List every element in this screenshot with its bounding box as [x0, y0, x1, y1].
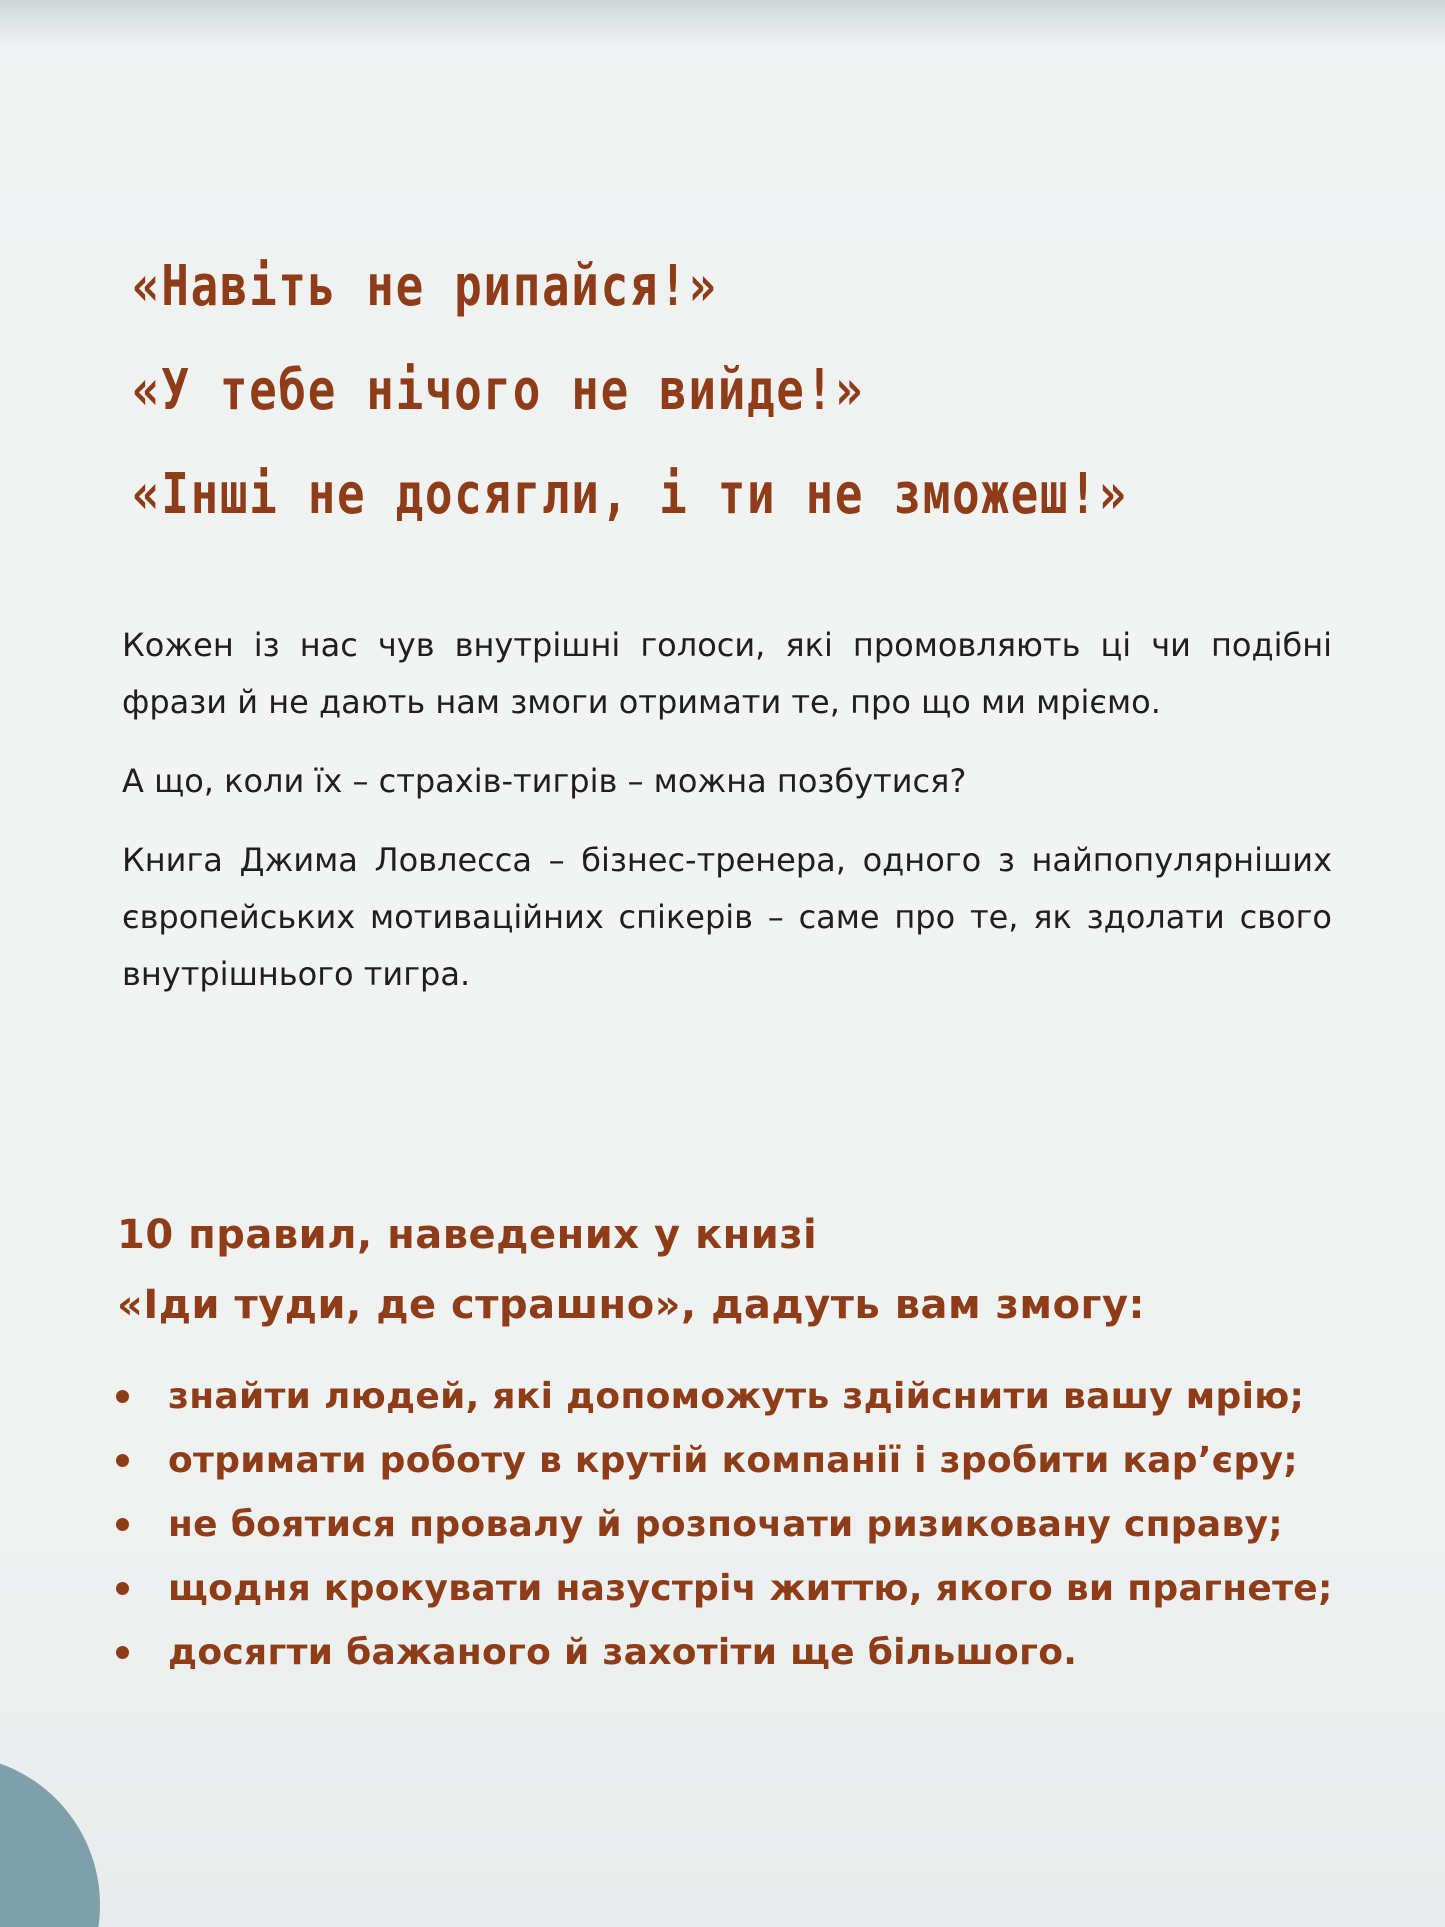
quote-line: «Навіть не рипайся!»	[132, 254, 718, 319]
bullet-icon	[116, 1454, 129, 1467]
paragraph: Книга Джима Ловлесса – бізнес-тренера, одного з найпопулярніших європейських мотиваційних спікерів – саме про те, як здолати свого внутрішнього тигра.	[122, 841, 1332, 993]
list-item	[110, 1493, 1370, 1557]
rules-heading-line: 10 правил, наведених у книзі	[117, 1212, 818, 1258]
list-item-text: щодня крокувати назустріч життю, якого ви прагнете;	[168, 1568, 1333, 1609]
quote-line: «У тебе нічого не вийде!»	[132, 358, 865, 423]
benefits-list	[110, 1365, 1370, 1685]
top-shadow	[0, 0, 1445, 46]
bullet-icon	[116, 1582, 129, 1595]
paragraph: А що, коли їх – страхів-тигрів – можна позбутися?	[122, 762, 967, 800]
bullet-icon	[116, 1390, 129, 1403]
list-item-text: досягти бажаного й захотіти ще більшого.	[168, 1632, 1078, 1673]
list-item-text: знайти людей, які допоможуть здійснити вашу мрію;	[168, 1376, 1305, 1417]
list-item	[110, 1557, 1370, 1621]
list-item	[110, 1365, 1370, 1429]
quote-line: «Інші не досягли, і ти не зможеш!»	[132, 462, 1128, 527]
quotes-block	[132, 235, 1332, 547]
rules-heading	[117, 1200, 1347, 1340]
description-text	[122, 617, 1332, 1025]
rules-heading-line: «Іди туди, де страшно», дадуть вам змогу:	[117, 1282, 1146, 1328]
bullet-icon	[116, 1646, 129, 1659]
bullet-icon	[116, 1518, 129, 1531]
list-item	[110, 1429, 1370, 1493]
paragraph: Кожен із нас чув внутрішні голоси, які промовляють ці чи подібні фрази й не дають нам змоги отримати те, про що ми мріємо.	[122, 626, 1332, 721]
background-corner-shape	[0, 1755, 100, 1927]
list-item	[110, 1621, 1370, 1685]
list-item-text: отримати роботу в крутій компанії і зробити кар’єру;	[168, 1440, 1298, 1481]
list-item-text: не боятися провалу й розпочати ризиковану справу;	[168, 1504, 1283, 1545]
